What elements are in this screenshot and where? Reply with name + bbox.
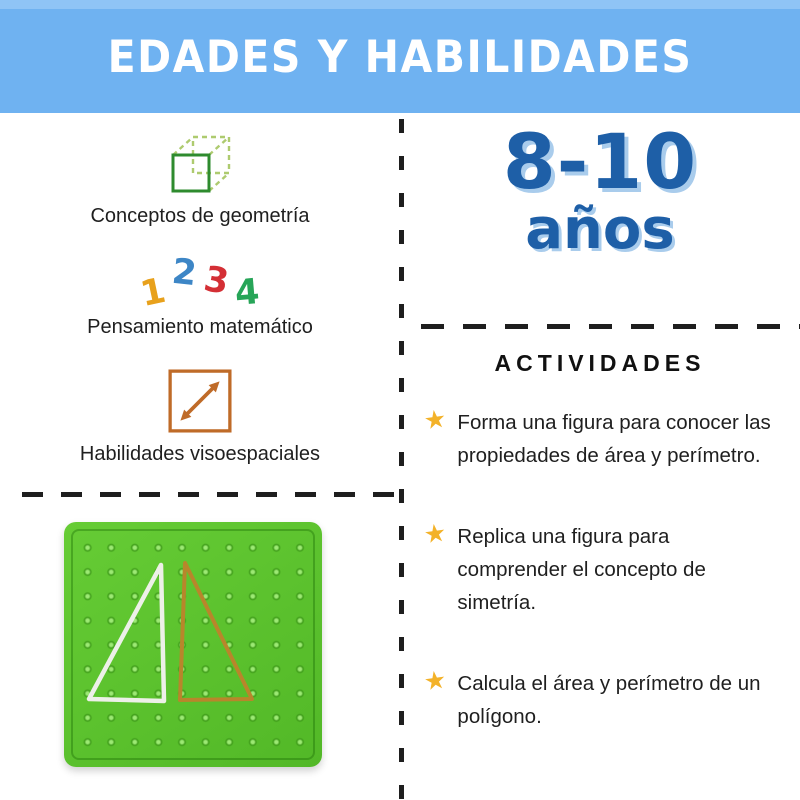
- age-range: 8-10: [502, 117, 698, 206]
- dashed-divider-horizontal-right: [421, 324, 800, 329]
- geoboard-board: [64, 522, 322, 767]
- skill-item-geometry: [0, 133, 400, 228]
- geoboard-bands: [64, 522, 322, 767]
- cube-icon: [159, 133, 241, 197]
- digit-4: 4: [233, 271, 261, 314]
- activity-list: [424, 406, 796, 733]
- digit-1: 1: [136, 270, 169, 315]
- activities-heading: ACTIVIDADES: [494, 350, 706, 376]
- skill-label-math: Pensamiento matemático: [87, 316, 313, 338]
- activity-text: Forma una figura para conocer las propiedades de área y perímetro.: [457, 411, 771, 467]
- activity-item: [424, 406, 796, 472]
- diagonal-arrow-square-icon: [166, 367, 234, 435]
- age-unit: años: [525, 197, 675, 262]
- skill-label-visuospatial: Habilidades visoespaciales: [79, 443, 321, 465]
- activity-text: Replica una figura para comprender el concepto de simetría.: [457, 525, 706, 614]
- skill-item-visuospatial: [0, 367, 400, 466]
- activity-text: Calcula el área y perímetro de un polígono.: [457, 672, 761, 728]
- numbers-1234-icon: [0, 253, 400, 313]
- header-banner: [0, 0, 800, 113]
- digit-3: 3: [200, 258, 232, 303]
- orange-band-triangle: [180, 563, 252, 700]
- star-icon: ★: [422, 518, 449, 550]
- dashed-divider-horizontal-left: [22, 492, 399, 497]
- skills-panel: [0, 113, 400, 493]
- age-block: [400, 117, 800, 262]
- star-icon: ★: [422, 665, 449, 697]
- activity-item: [424, 667, 796, 733]
- activity-item: [424, 520, 796, 619]
- white-band-triangle: [89, 565, 164, 701]
- skill-item-math: [0, 253, 400, 339]
- geoboard-photo: [64, 522, 322, 767]
- page-title: EDADES Y HABILIDADES: [107, 30, 693, 83]
- star-icon: ★: [422, 404, 449, 436]
- skill-label-geometry: Conceptos de geometría: [90, 205, 310, 227]
- digit-2: 2: [170, 251, 199, 294]
